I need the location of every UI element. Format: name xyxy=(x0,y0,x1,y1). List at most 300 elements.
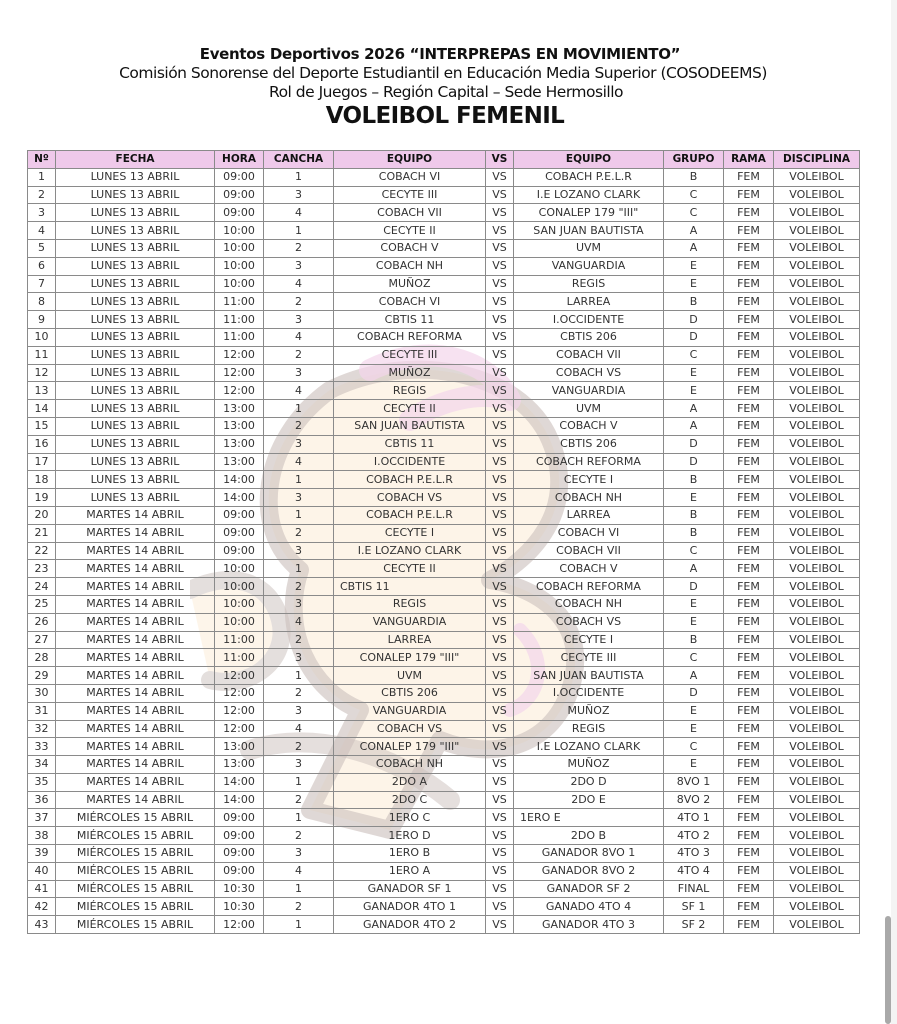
team-away: LARREA xyxy=(514,506,664,524)
branch-label: FEM xyxy=(724,898,774,916)
versus-label: VS xyxy=(486,578,514,596)
court-number: 1 xyxy=(264,880,334,898)
team-home: GANADOR 4TO 1 xyxy=(334,898,486,916)
table-row xyxy=(28,257,860,275)
game-time: 09:00 xyxy=(215,862,264,880)
game-time: 11:00 xyxy=(215,293,264,311)
court-number: 4 xyxy=(264,862,334,880)
table-row xyxy=(28,311,860,329)
table-header-row xyxy=(28,151,860,169)
game-number: 33 xyxy=(28,738,56,756)
versus-label: VS xyxy=(486,845,514,863)
game-date: MARTES 14 ABRIL xyxy=(56,649,215,667)
table-row xyxy=(28,756,860,774)
game-time: 10:30 xyxy=(215,898,264,916)
table-row xyxy=(28,898,860,916)
game-number: 11 xyxy=(28,346,56,364)
branch-label: FEM xyxy=(724,506,774,524)
table-row xyxy=(28,560,860,578)
game-number: 6 xyxy=(28,257,56,275)
team-home: UVM xyxy=(334,667,486,685)
table-row xyxy=(28,809,860,827)
court-number: 2 xyxy=(264,293,334,311)
game-time: 09:00 xyxy=(215,809,264,827)
game-date: LUNES 13 ABRIL xyxy=(56,239,215,257)
team-home: CECYTE II xyxy=(334,560,486,578)
team-away: GANADO 4TO 4 xyxy=(514,898,664,916)
team-home: COBACH VII xyxy=(334,204,486,222)
group-label: C xyxy=(664,649,724,667)
team-home: CECYTE I xyxy=(334,524,486,542)
team-home: CBTIS 11 xyxy=(334,311,486,329)
team-home: REGIS xyxy=(334,595,486,613)
discipline-label: VOLEIBOL xyxy=(774,791,860,809)
column-header-equipo-1: EQUIPO xyxy=(334,151,486,169)
game-date: MARTES 14 ABRIL xyxy=(56,720,215,738)
team-away: 2DO D xyxy=(514,773,664,791)
column-header-hora: HORA xyxy=(215,151,264,169)
discipline-label: VOLEIBOL xyxy=(774,471,860,489)
court-number: 2 xyxy=(264,791,334,809)
game-date: MIÉRCOLES 15 ABRIL xyxy=(56,880,215,898)
versus-label: VS xyxy=(486,684,514,702)
versus-label: VS xyxy=(486,168,514,186)
team-home: CONALEP 179 "III" xyxy=(334,649,486,667)
column-header-cancha: CANCHA xyxy=(264,151,334,169)
team-home: CBTIS 206 xyxy=(334,684,486,702)
branch-label: FEM xyxy=(724,862,774,880)
games-schedule-table xyxy=(27,150,860,934)
team-home: 2DO A xyxy=(334,773,486,791)
game-time: 10:30 xyxy=(215,880,264,898)
team-away: UVM xyxy=(514,400,664,418)
branch-label: FEM xyxy=(724,684,774,702)
discipline-label: VOLEIBOL xyxy=(774,186,860,204)
court-number: 3 xyxy=(264,435,334,453)
game-date: MARTES 14 ABRIL xyxy=(56,595,215,613)
game-time: 09:00 xyxy=(215,524,264,542)
game-number: 37 xyxy=(28,809,56,827)
group-label: E xyxy=(664,720,724,738)
group-label: E xyxy=(664,275,724,293)
game-number: 41 xyxy=(28,880,56,898)
discipline-label: VOLEIBOL xyxy=(774,435,860,453)
team-away: COBACH NH xyxy=(514,595,664,613)
branch-label: FEM xyxy=(724,435,774,453)
team-away: COBACH VS xyxy=(514,364,664,382)
team-home: COBACH VI xyxy=(334,293,486,311)
branch-label: FEM xyxy=(724,328,774,346)
versus-label: VS xyxy=(486,542,514,560)
game-number: 27 xyxy=(28,631,56,649)
game-number: 3 xyxy=(28,204,56,222)
versus-label: VS xyxy=(486,613,514,631)
game-date: LUNES 13 ABRIL xyxy=(56,275,215,293)
court-number: 1 xyxy=(264,667,334,685)
game-date: LUNES 13 ABRIL xyxy=(56,400,215,418)
game-date: LUNES 13 ABRIL xyxy=(56,364,215,382)
team-home: 1ERO A xyxy=(334,862,486,880)
group-label: E xyxy=(664,595,724,613)
group-label: B xyxy=(664,293,724,311)
game-date: LUNES 13 ABRIL xyxy=(56,311,215,329)
team-home: GANADOR SF 1 xyxy=(334,880,486,898)
team-home: COBACH VS xyxy=(334,720,486,738)
branch-label: FEM xyxy=(724,311,774,329)
group-label: D xyxy=(664,311,724,329)
versus-label: VS xyxy=(486,186,514,204)
group-label: 4TO 2 xyxy=(664,827,724,845)
court-number: 4 xyxy=(264,453,334,471)
branch-label: FEM xyxy=(724,489,774,507)
table-row xyxy=(28,791,860,809)
team-home: COBACH REFORMA xyxy=(334,328,486,346)
game-time: 11:00 xyxy=(215,631,264,649)
branch-label: FEM xyxy=(724,916,774,934)
table-row xyxy=(28,667,860,685)
branch-label: FEM xyxy=(724,827,774,845)
game-time: 09:00 xyxy=(215,186,264,204)
game-time: 09:00 xyxy=(215,845,264,863)
court-number: 3 xyxy=(264,186,334,204)
game-number: 20 xyxy=(28,506,56,524)
versus-label: VS xyxy=(486,702,514,720)
game-number: 29 xyxy=(28,667,56,685)
group-label: B xyxy=(664,524,724,542)
group-label: E xyxy=(664,257,724,275)
group-label: D xyxy=(664,435,724,453)
versus-label: VS xyxy=(486,898,514,916)
group-label: E xyxy=(664,702,724,720)
group-label: E xyxy=(664,364,724,382)
branch-label: FEM xyxy=(724,791,774,809)
game-number: 7 xyxy=(28,275,56,293)
table-row xyxy=(28,400,860,418)
discipline-label: VOLEIBOL xyxy=(774,720,860,738)
game-time: 12:00 xyxy=(215,382,264,400)
discipline-label: VOLEIBOL xyxy=(774,239,860,257)
court-number: 4 xyxy=(264,720,334,738)
table-row xyxy=(28,578,860,596)
table-row xyxy=(28,168,860,186)
team-home: COBACH VI xyxy=(334,168,486,186)
branch-label: FEM xyxy=(724,453,774,471)
discipline-label: VOLEIBOL xyxy=(774,222,860,240)
game-number: 15 xyxy=(28,417,56,435)
group-label: D xyxy=(664,328,724,346)
discipline-label: VOLEIBOL xyxy=(774,702,860,720)
group-label: E xyxy=(664,756,724,774)
game-date: MARTES 14 ABRIL xyxy=(56,684,215,702)
column-header-equipo-2: EQUIPO xyxy=(514,151,664,169)
group-label: FINAL xyxy=(664,880,724,898)
game-time: 10:00 xyxy=(215,595,264,613)
group-label: 4TO 4 xyxy=(664,862,724,880)
team-away: 2DO B xyxy=(514,827,664,845)
discipline-label: VOLEIBOL xyxy=(774,275,860,293)
discipline-label: VOLEIBOL xyxy=(774,756,860,774)
court-number: 2 xyxy=(264,524,334,542)
versus-label: VS xyxy=(486,293,514,311)
table-row xyxy=(28,827,860,845)
table-row xyxy=(28,880,860,898)
team-away: SAN JUAN BAUTISTA xyxy=(514,667,664,685)
game-date: LUNES 13 ABRIL xyxy=(56,293,215,311)
game-number: 17 xyxy=(28,453,56,471)
court-number: 1 xyxy=(264,471,334,489)
branch-label: FEM xyxy=(724,738,774,756)
game-number: 32 xyxy=(28,720,56,738)
court-number: 1 xyxy=(264,400,334,418)
group-label: D xyxy=(664,684,724,702)
court-number: 4 xyxy=(264,328,334,346)
versus-label: VS xyxy=(486,631,514,649)
branch-label: FEM xyxy=(724,631,774,649)
court-number: 3 xyxy=(264,489,334,507)
group-label: B xyxy=(664,506,724,524)
scrollbar-thumb[interactable] xyxy=(885,916,891,1024)
game-time: 09:00 xyxy=(215,168,264,186)
team-away: COBACH V xyxy=(514,417,664,435)
discipline-label: VOLEIBOL xyxy=(774,880,860,898)
team-home: 1ERO C xyxy=(334,809,486,827)
team-home: VANGUARDIA xyxy=(334,613,486,631)
discipline-label: VOLEIBOL xyxy=(774,578,860,596)
team-home: COBACH P.E.L.R xyxy=(334,471,486,489)
branch-label: FEM xyxy=(724,471,774,489)
branch-label: FEM xyxy=(724,186,774,204)
court-number: 3 xyxy=(264,649,334,667)
game-number: 24 xyxy=(28,578,56,596)
team-home: COBACH P.E.L.R xyxy=(334,506,486,524)
table-row xyxy=(28,222,860,240)
discipline-label: VOLEIBOL xyxy=(774,738,860,756)
game-number: 2 xyxy=(28,186,56,204)
group-label: 4TO 1 xyxy=(664,809,724,827)
team-away: GANADOR 8VO 1 xyxy=(514,845,664,863)
game-number: 4 xyxy=(28,222,56,240)
game-time: 09:00 xyxy=(215,827,264,845)
game-time: 10:00 xyxy=(215,257,264,275)
team-away: MUÑOZ xyxy=(514,702,664,720)
team-away: CECYTE I xyxy=(514,631,664,649)
team-home: 1ERO B xyxy=(334,845,486,863)
organization-name: Comisión Sonorense del Deporte Estudiantil en Educación Media Superior (COSODEEMS) xyxy=(119,64,767,82)
team-home: CBTIS 11 xyxy=(334,578,486,596)
team-home: 2DO C xyxy=(334,791,486,809)
team-away: VANGUARDIA xyxy=(514,382,664,400)
group-label: SF 2 xyxy=(664,916,724,934)
discipline-label: VOLEIBOL xyxy=(774,916,860,934)
court-number: 1 xyxy=(264,506,334,524)
game-number: 42 xyxy=(28,898,56,916)
branch-label: FEM xyxy=(724,382,774,400)
versus-label: VS xyxy=(486,346,514,364)
group-label: C xyxy=(664,346,724,364)
game-date: LUNES 13 ABRIL xyxy=(56,435,215,453)
versus-label: VS xyxy=(486,738,514,756)
discipline-label: VOLEIBOL xyxy=(774,684,860,702)
branch-label: FEM xyxy=(724,702,774,720)
team-away: COBACH P.E.L.R xyxy=(514,168,664,186)
team-home: MUÑOZ xyxy=(334,275,486,293)
table-row xyxy=(28,417,860,435)
game-date: MARTES 14 ABRIL xyxy=(56,613,215,631)
table-row xyxy=(28,328,860,346)
versus-label: VS xyxy=(486,311,514,329)
versus-label: VS xyxy=(486,524,514,542)
branch-label: FEM xyxy=(724,257,774,275)
game-number: 30 xyxy=(28,684,56,702)
game-number: 40 xyxy=(28,862,56,880)
group-label: A xyxy=(664,560,724,578)
group-label: E xyxy=(664,382,724,400)
court-number: 3 xyxy=(264,257,334,275)
discipline-label: VOLEIBOL xyxy=(774,168,860,186)
discipline-label: VOLEIBOL xyxy=(774,257,860,275)
discipline-label: VOLEIBOL xyxy=(774,204,860,222)
team-away: COBACH VS xyxy=(514,613,664,631)
game-time: 13:00 xyxy=(215,417,264,435)
table-body xyxy=(28,168,860,933)
document-header xyxy=(0,44,880,130)
court-number: 3 xyxy=(264,756,334,774)
branch-label: FEM xyxy=(724,773,774,791)
court-number: 2 xyxy=(264,346,334,364)
versus-label: VS xyxy=(486,560,514,578)
team-home: LARREA xyxy=(334,631,486,649)
group-label: 8VO 2 xyxy=(664,791,724,809)
game-number: 38 xyxy=(28,827,56,845)
table-row xyxy=(28,239,860,257)
court-number: 1 xyxy=(264,222,334,240)
group-label: D xyxy=(664,453,724,471)
game-date: MARTES 14 ABRIL xyxy=(56,578,215,596)
group-label: A xyxy=(664,400,724,418)
table-row xyxy=(28,186,860,204)
game-number: 5 xyxy=(28,239,56,257)
game-date: LUNES 13 ABRIL xyxy=(56,346,215,364)
versus-label: VS xyxy=(486,239,514,257)
game-date: LUNES 13 ABRIL xyxy=(56,382,215,400)
table-row xyxy=(28,524,860,542)
court-number: 1 xyxy=(264,560,334,578)
discipline-label: VOLEIBOL xyxy=(774,400,860,418)
discipline-label: VOLEIBOL xyxy=(774,773,860,791)
team-away: CONALEP 179 "III" xyxy=(514,204,664,222)
versus-label: VS xyxy=(486,862,514,880)
branch-label: FEM xyxy=(724,239,774,257)
game-date: LUNES 13 ABRIL xyxy=(56,222,215,240)
court-number: 2 xyxy=(264,631,334,649)
court-number: 4 xyxy=(264,382,334,400)
discipline-label: VOLEIBOL xyxy=(774,845,860,863)
game-time: 14:00 xyxy=(215,791,264,809)
team-home: CONALEP 179 "III" xyxy=(334,738,486,756)
game-time: 12:00 xyxy=(215,916,264,934)
game-time: 13:00 xyxy=(215,400,264,418)
discipline-label: VOLEIBOL xyxy=(774,524,860,542)
event-title: Eventos Deportivos 2026 “INTERPREPAS EN MOVIMIENTO” xyxy=(199,45,681,63)
branch-label: FEM xyxy=(724,613,774,631)
versus-label: VS xyxy=(486,435,514,453)
group-label: B xyxy=(664,471,724,489)
discipline-label: VOLEIBOL xyxy=(774,809,860,827)
court-number: 1 xyxy=(264,809,334,827)
versus-label: VS xyxy=(486,720,514,738)
group-label: A xyxy=(664,417,724,435)
team-away: UVM xyxy=(514,239,664,257)
team-away: REGIS xyxy=(514,720,664,738)
game-number: 16 xyxy=(28,435,56,453)
team-away: I.E LOZANO CLARK xyxy=(514,738,664,756)
table-row xyxy=(28,649,860,667)
court-number: 3 xyxy=(264,364,334,382)
game-date: MIÉRCOLES 15 ABRIL xyxy=(56,916,215,934)
branch-label: FEM xyxy=(724,756,774,774)
discipline-label: VOLEIBOL xyxy=(774,382,860,400)
branch-label: FEM xyxy=(724,364,774,382)
discipline-label: VOLEIBOL xyxy=(774,898,860,916)
game-date: MARTES 14 ABRIL xyxy=(56,791,215,809)
game-time: 10:00 xyxy=(215,578,264,596)
court-number: 1 xyxy=(264,916,334,934)
game-time: 12:00 xyxy=(215,667,264,685)
branch-label: FEM xyxy=(724,578,774,596)
team-home: REGIS xyxy=(334,382,486,400)
team-away: 1ERO E xyxy=(514,809,664,827)
branch-label: FEM xyxy=(724,595,774,613)
versus-label: VS xyxy=(486,773,514,791)
game-date: MARTES 14 ABRIL xyxy=(56,667,215,685)
game-date: LUNES 13 ABRIL xyxy=(56,204,215,222)
discipline-label: VOLEIBOL xyxy=(774,862,860,880)
versus-label: VS xyxy=(486,827,514,845)
group-label: E xyxy=(664,489,724,507)
game-date: MIÉRCOLES 15 ABRIL xyxy=(56,898,215,916)
game-time: 10:00 xyxy=(215,613,264,631)
discipline-label: VOLEIBOL xyxy=(774,417,860,435)
sport-title: VOLEIBOL FEMENIL xyxy=(325,103,565,129)
game-date: MARTES 14 ABRIL xyxy=(56,631,215,649)
team-home: GANADOR 4TO 2 xyxy=(334,916,486,934)
column-header-grupo: GRUPO xyxy=(664,151,724,169)
discipline-label: VOLEIBOL xyxy=(774,649,860,667)
table-row xyxy=(28,595,860,613)
column-header-disciplina: DISCIPLINA xyxy=(774,151,860,169)
group-label: A xyxy=(664,222,724,240)
column-header-fecha: FECHA xyxy=(56,151,215,169)
team-away: CBTIS 206 xyxy=(514,435,664,453)
game-time: 14:00 xyxy=(215,471,264,489)
game-date: MARTES 14 ABRIL xyxy=(56,738,215,756)
game-date: LUNES 13 ABRIL xyxy=(56,168,215,186)
discipline-label: VOLEIBOL xyxy=(774,489,860,507)
game-date: MARTES 14 ABRIL xyxy=(56,542,215,560)
game-number: 8 xyxy=(28,293,56,311)
game-date: LUNES 13 ABRIL xyxy=(56,186,215,204)
game-time: 11:00 xyxy=(215,311,264,329)
team-home: COBACH NH xyxy=(334,756,486,774)
branch-label: FEM xyxy=(724,809,774,827)
table-row xyxy=(28,293,860,311)
table-row xyxy=(28,773,860,791)
versus-label: VS xyxy=(486,595,514,613)
discipline-label: VOLEIBOL xyxy=(774,453,860,471)
column-header-vs: VS xyxy=(486,151,514,169)
game-date: MIÉRCOLES 15 ABRIL xyxy=(56,862,215,880)
team-home: COBACH V xyxy=(334,239,486,257)
